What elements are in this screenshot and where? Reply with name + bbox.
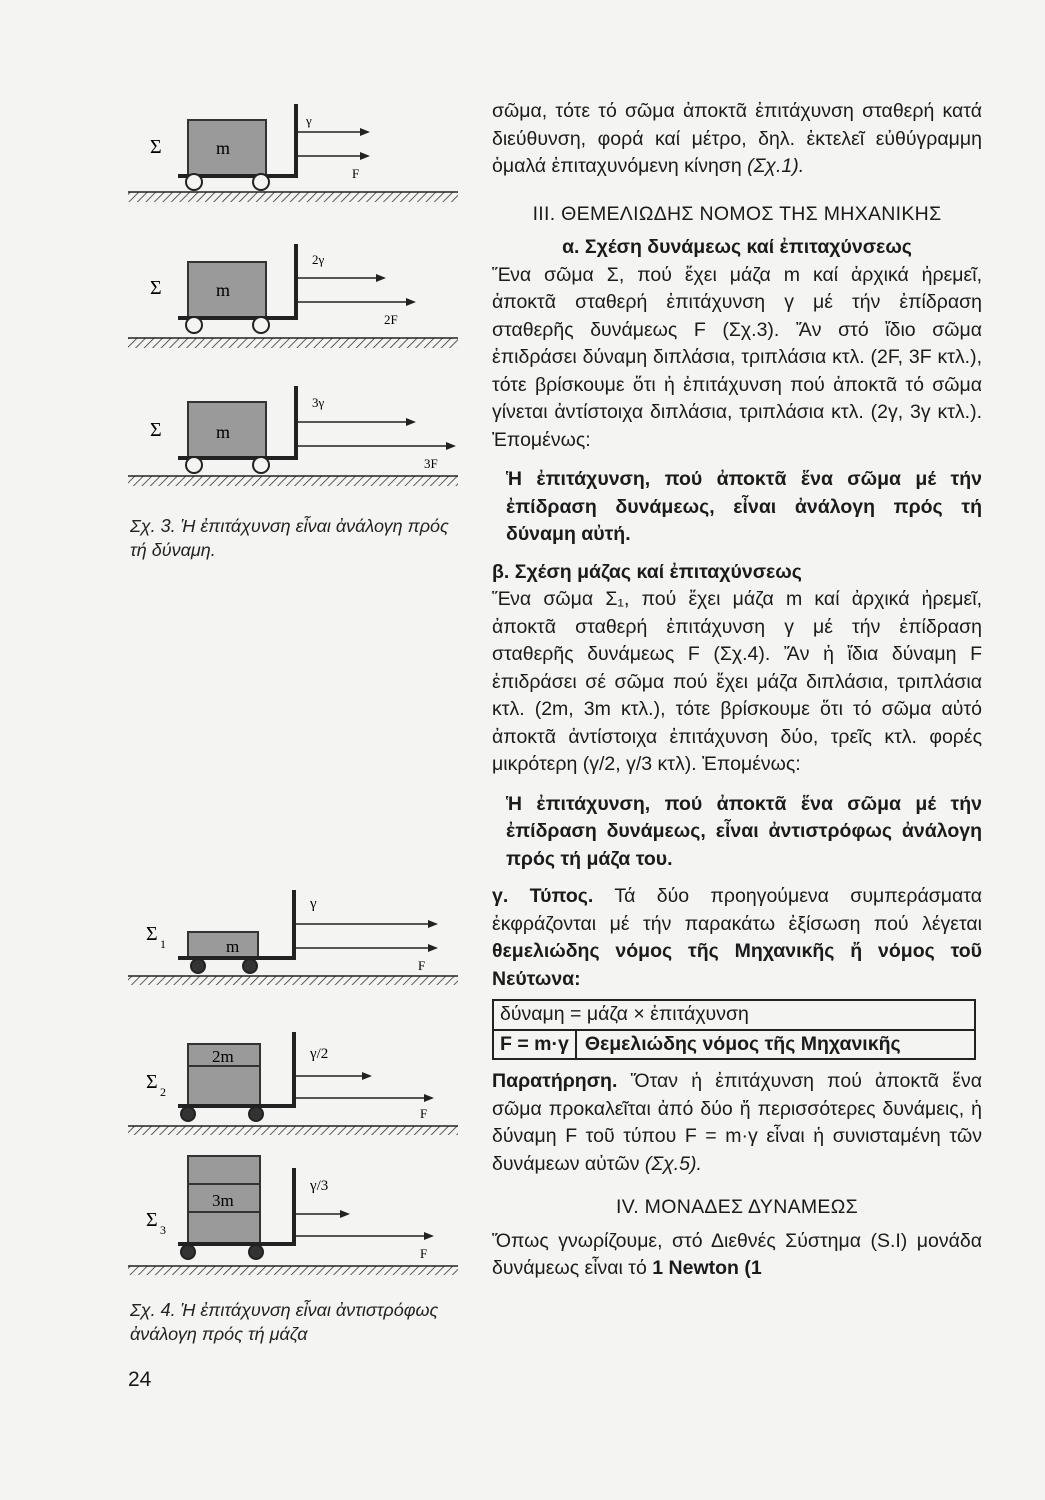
accel-label: 2γ bbox=[312, 252, 325, 267]
figure-4-diagram bbox=[128, 886, 463, 1286]
wheel bbox=[253, 317, 269, 333]
mass-label: m bbox=[216, 138, 231, 158]
force-label: 2F bbox=[384, 312, 398, 327]
body-label: Σ bbox=[150, 419, 162, 441]
fig4-panel-1 bbox=[128, 890, 458, 985]
law-statement-b: Ἡ ἐπιτάχυνση, πού ἀποκτᾶ ἕνα σῶμα μέ τήν ἐπίδραση δυνάμεως, εἶναι ἀντιστρόφως ἀνάλογη πρός τή μάζα του. bbox=[506, 792, 982, 870]
figure-3-caption: Σχ. 3. Ἡ ἐπιτάχυνση εἶναι ἀνάλογη πρός τή δύναμη. bbox=[130, 516, 449, 560]
paragraph-b: Ἕνα σῶμα Σ₁, πού ἔχει μάζα m καί ἀρχικά ἠρεμεῖ, ἀποκτᾶ σταθερή ἐπιτάχυνση γ μέ τήν ἐπίδραση σταθερῆς δυνάμεως F (Σχ.4). Ἄν ἡ ἴδια δύναμη F ἐπιδράσει σέ σῶμα πού ἔχει μάζα διπλάσια, τριπλάσια κτλ. (2m, 3m κτλ.), τότε βρίσκουμε ὅτι τό σῶμα αὐτό ἀποκτᾶ ἀντίστοιχα ἐπιτάχυνση δύο, τρεῖς κτλ. φορές μικρότερη (γ/2, γ/3 κτλ). Ἐπομένως: bbox=[492, 588, 982, 775]
wheel bbox=[181, 1107, 195, 1121]
mass-label: m bbox=[226, 937, 240, 956]
wheel bbox=[191, 959, 205, 973]
figure-4 bbox=[128, 886, 463, 1286]
page-number: 24 bbox=[128, 1368, 152, 1391]
wheel bbox=[186, 317, 202, 333]
wheel bbox=[243, 959, 257, 973]
body-subscript: 1 bbox=[160, 937, 166, 951]
mass-block bbox=[188, 932, 258, 958]
body-text-column bbox=[492, 98, 982, 1283]
ground-hatch bbox=[128, 192, 458, 202]
figure-reference: (Σχ.5). bbox=[644, 1152, 702, 1175]
body-label: Σ bbox=[150, 277, 162, 299]
wheel bbox=[186, 174, 202, 190]
wheel bbox=[186, 457, 202, 473]
body-label: Σ bbox=[150, 136, 162, 158]
paragraph-units: Ὅπως γνωρίζουμε, στό Διεθνές Σύστημα (S.I) μονάδα δυνάμεως εἶναι τό 1 Newton (1 bbox=[492, 1229, 982, 1279]
wheel bbox=[181, 1245, 195, 1259]
mass-label: m bbox=[216, 422, 231, 442]
figure-3 bbox=[128, 92, 463, 492]
ground-hatch bbox=[128, 976, 458, 985]
wheel bbox=[249, 1107, 263, 1121]
wheel bbox=[253, 174, 269, 190]
body-subscript: 3 bbox=[160, 1223, 166, 1237]
accel-label: γ bbox=[310, 896, 317, 912]
paragraph-intro: σῶμα, τότε τό σῶμα ἀποκτᾶ ἐπιτάχυνση σταθερή κατά διεύθυνση, φορά καί μέτρο, δηλ. ἐκτελεῖ εὐθύγραμμη ὁμαλά ἐπιταχυνόμενη κίνηση (Σχ.1). bbox=[492, 100, 982, 177]
mass-block bbox=[188, 1156, 260, 1184]
subheading-c: γ. Τύπος. bbox=[492, 885, 594, 907]
section-heading-3: ΙΙΙ. ΘΕΜΕΛΙΩΔΗΣ ΝΟΜΟΣ ΤΗΣ ΜΗΧΑΝΙΚΗΣ bbox=[532, 202, 942, 225]
ground-hatch bbox=[128, 1266, 458, 1275]
mass-label: 3m bbox=[212, 1191, 234, 1210]
force-label: F bbox=[352, 166, 360, 181]
accel-label: γ/3 bbox=[310, 1178, 329, 1194]
body-subscript: 2 bbox=[160, 1085, 166, 1099]
body-label: Σ bbox=[146, 923, 158, 945]
body-label: Σ bbox=[146, 1071, 158, 1093]
ground-hatch bbox=[128, 476, 458, 486]
figure-reference: (Σχ.1). bbox=[747, 155, 805, 177]
subheading-a: α. Σχέση δυνάμεως καί ἐπιταχύνσεως bbox=[562, 236, 912, 258]
formula-name: Θεμελιώδης νόμος τῆς Μηχανικῆς bbox=[575, 1031, 909, 1059]
paragraph-note: Παρατήρηση. Ὅταν ἡ ἐπιτάχυνση πού ἀποκτᾶ ἕνα σῶμα προκαλεῖται ἀπό δύο ἤ περισσότερες δυνάμεις, ἡ δύναμη F τοῦ τύπου F = m·γ εἶναι ἡ συνισταμένη τῶν δυνάμεων αὐτῶν (Σχ.5). bbox=[492, 1070, 982, 1175]
fig3-panel-1 bbox=[128, 104, 458, 202]
wheel bbox=[249, 1245, 263, 1259]
paragraph-c: γ. Τύπος. Τά δύο προηγούμενα συμπεράσματα ἐκφράζονται μέ τήν παρακάτω ἐξίσωση πού λέγεται θεμελιώδης νόμος τῆς Μηχανικῆς ἤ νόμος τοῦ Νεύτωνα: bbox=[492, 885, 982, 990]
ground-hatch bbox=[128, 1126, 458, 1135]
law-statement-a: Ἡ ἐπιτάχυνση, πού ἀποκτᾶ ἕνα σῶμα μέ τήν ἐπίδραση δυνάμεως, εἶναι ἀνάλογη πρός τή δύναμη αὐτή. bbox=[506, 468, 982, 545]
subheading-b: β. Σχέση μάζας καί ἐπιταχύνσεως bbox=[492, 560, 802, 583]
section-heading-4: IV. ΜΟΝΑΔΕΣ ΔΥΝΑΜΕΩΣ bbox=[616, 1196, 858, 1218]
force-label: F bbox=[420, 1246, 428, 1261]
ground-hatch bbox=[128, 338, 458, 348]
fig4-panel-3 bbox=[128, 1156, 458, 1275]
force-label: F bbox=[418, 958, 426, 973]
accel-label: 3γ bbox=[312, 395, 325, 410]
body-label: Σ bbox=[146, 1209, 158, 1231]
accel-label: γ bbox=[306, 113, 312, 128]
note-label: Παρατήρηση. bbox=[492, 1070, 618, 1092]
mass-label: 2m bbox=[212, 1047, 234, 1066]
mass-block bbox=[188, 1212, 260, 1244]
figure-3-diagram bbox=[128, 92, 463, 492]
force-label: 3F bbox=[424, 456, 438, 471]
mass-block bbox=[188, 1066, 260, 1106]
fig3-panel-3 bbox=[128, 386, 458, 486]
fig4-panel-2 bbox=[128, 1032, 458, 1135]
paragraph-a: Ἕνα σῶμα Σ, πού ἔχει μάζα m καί ἀρχικά ἠρεμεῖ, ἀποκτᾶ σταθερή ἐπιτάχυνση γ μέ τήν ἐπίδραση σταθερῆς δυνάμεως F (Σχ.3). Ἄν στό ἴδιο σῶμα ἐπιδράσει δύναμη διπλάσια, τριπλάσια κτλ. (2F, 3F κτλ.), τότε βρίσκουμε ὅτι ἡ ἐπιτάχυνση πού ἀποκτᾶ τό σῶμα γίνεται ἀντίστοιχα διπλάσια, τριπλάσια κτλ. (2γ, 3γ κτλ.). Ἐπομένως: bbox=[492, 263, 982, 451]
formula-box bbox=[492, 999, 976, 1060]
figure-4-caption: Σχ. 4. Ἡ ἐπιτάχυνση εἶναι ἀντιστρόφως ἀνάλογη πρός τή μάζα bbox=[130, 1300, 439, 1344]
wheel bbox=[253, 457, 269, 473]
fig3-panel-2 bbox=[128, 244, 458, 348]
force-label: F bbox=[420, 1106, 428, 1121]
formula-symbol: F = m·γ bbox=[500, 1032, 569, 1055]
formula-words: δύναμη = μάζα × ἐπιτάχυνση bbox=[500, 1003, 749, 1025]
accel-label: γ/2 bbox=[310, 1046, 329, 1062]
mass-label: m bbox=[216, 280, 231, 300]
